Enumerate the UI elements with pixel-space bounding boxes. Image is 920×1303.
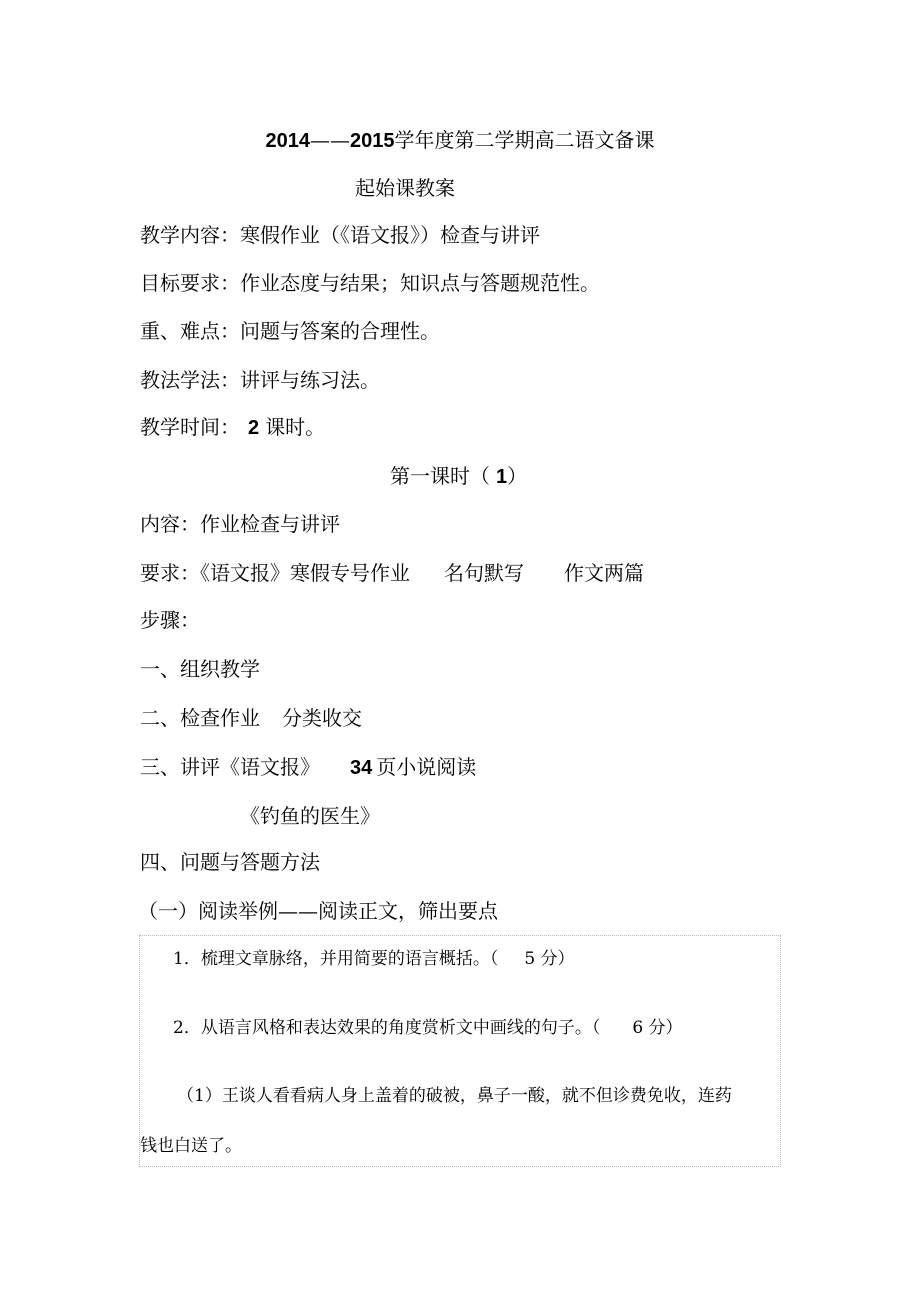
teaching-content: 教学内容：寒假作业（《语文报》）检查与讲评: [140, 223, 540, 247]
step-3-detail: 页小说阅读: [376, 755, 477, 779]
lesson-heading-close: ）: [507, 464, 528, 488]
question-2-item-1: （1）王谈人看看病人身上盖着的破被，鼻子一酸，就不但诊费免收，连药: [177, 1086, 732, 1106]
requirement-item-quotes: 名句默写: [444, 561, 524, 585]
step-1: 一、组织教学: [140, 657, 260, 681]
question-1-text: 1．梳理文章脉络，并用简要的语言概括。（: [173, 949, 499, 969]
requirement-line: [140, 560, 644, 586]
teaching-time-number: 2: [248, 417, 260, 439]
question-1-score: 5 分）: [524, 949, 575, 969]
page-title: [0, 127, 920, 154]
question-2-score: 6 分）: [632, 1018, 683, 1038]
requirement-item-essays: 作文两篇: [564, 561, 644, 585]
content-line: 内容：作业检查与讲评: [140, 512, 340, 536]
page-subtitle: 起始课教案: [355, 176, 455, 200]
question-2: [173, 1017, 683, 1039]
lesson-heading: [390, 463, 527, 490]
question-box: [139, 935, 781, 1167]
step-3-text: 三、讲评《语文报》: [140, 755, 320, 779]
step-2-text: 二、检查作业: [140, 706, 260, 730]
step-2-detail: 分类收交: [282, 706, 362, 730]
question-2-text: 2．从语言风格和表达效果的角度赏析文中画线的句子。（: [173, 1018, 601, 1038]
title-year-start: 2014: [265, 130, 310, 152]
title-text: 学年度第二学期高二语文备课: [394, 128, 655, 152]
title-year-end: 2015: [350, 130, 395, 152]
question-1: [173, 948, 575, 970]
step-2: [140, 705, 362, 731]
requirement-label: 要求：《语文报》寒假专号作业: [140, 561, 410, 585]
teaching-time-unit: 课时。: [265, 415, 326, 439]
step-4-subheading: （一）阅读举例——阅读正文，筛出要点: [138, 899, 498, 923]
step-3-page-number: 34: [350, 757, 373, 779]
story-title: 《钓鱼的医生》: [240, 804, 380, 828]
step-4: 四、问题与答题方法: [140, 850, 320, 874]
key-points: 重、难点：问题与答案的合理性。: [140, 319, 440, 343]
lesson-heading-label: 第一课时（: [390, 464, 490, 488]
teaching-time-label: 教学时间：: [140, 415, 240, 439]
steps-label: 步骤：: [140, 608, 200, 632]
teaching-method: 教法学法：讲评与练习法。: [140, 368, 380, 392]
question-2-item-1-continued: 钱也白送了。: [140, 1136, 242, 1156]
title-dash: ——: [310, 128, 350, 152]
step-3: [140, 754, 476, 781]
teaching-time: [140, 414, 325, 441]
teaching-goal: 目标要求：作业态度与结果；知识点与答题规范性。: [140, 271, 600, 295]
lesson-heading-number: 1: [496, 466, 508, 488]
